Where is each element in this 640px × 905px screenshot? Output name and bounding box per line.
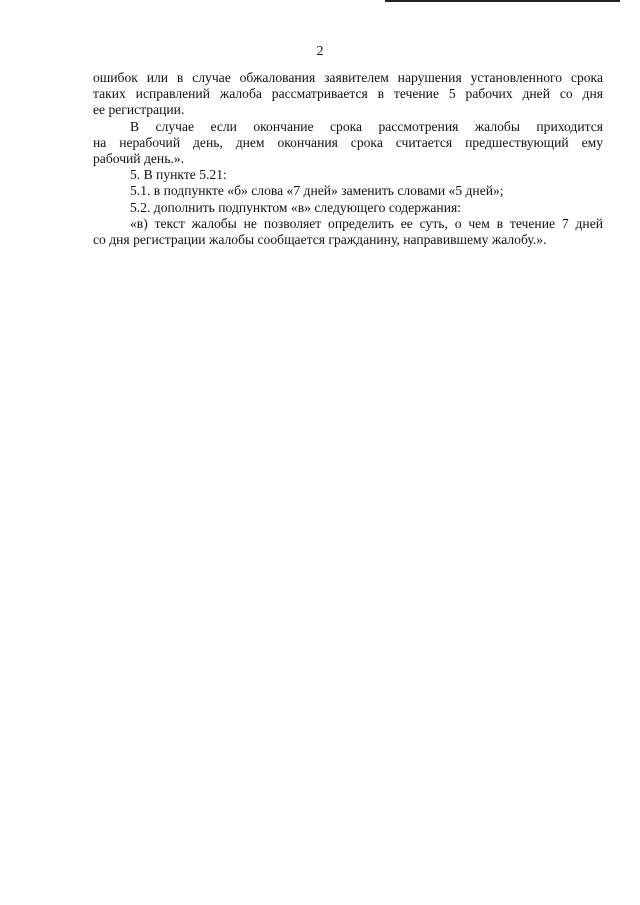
page-number: 2 [316, 44, 324, 59]
text-line: 5.2. дополнить подпунктом «в» следующего содержания: [130, 199, 462, 215]
paragraph-complaint-deadline [93, 70, 603, 119]
text-line: рабочий день.». [93, 151, 184, 167]
text-line: ошибок или в случае обжалования заявителем нарушения установленного срока [93, 70, 603, 85]
text-line: со дня регистрации жалобы сообщается гражданину, направившему жалобу.». [93, 232, 547, 248]
text-line: В случае если окончание срока рассмотрения жалобы приходится [130, 118, 603, 134]
text-line: ее регистрации. [93, 102, 185, 118]
paragraph-item-5 [93, 167, 603, 183]
paragraph-item-5-1 [93, 183, 603, 199]
text-line: 5.1. в подпункте «б» слова «7 дней» заменить словами «5 дней»; [130, 183, 504, 199]
top-border-line [385, 0, 620, 2]
paragraph-nonworking-day [93, 119, 603, 168]
text-line: на нерабочий день, днем окончания срока считается предшествующий ему [93, 134, 603, 150]
document-body [93, 70, 603, 248]
paragraph-subitem-v [93, 216, 603, 248]
text-line: «в) текст жалобы не позволяет определить ее суть, о чем в течение 7 дней [130, 215, 603, 231]
text-line: 5. В пункте 5.21: [130, 167, 227, 183]
text-line: таких исправлений жалоба рассматривается в течение 5 рабочих дней со дня [93, 86, 603, 102]
paragraph-item-5-2 [93, 200, 603, 216]
